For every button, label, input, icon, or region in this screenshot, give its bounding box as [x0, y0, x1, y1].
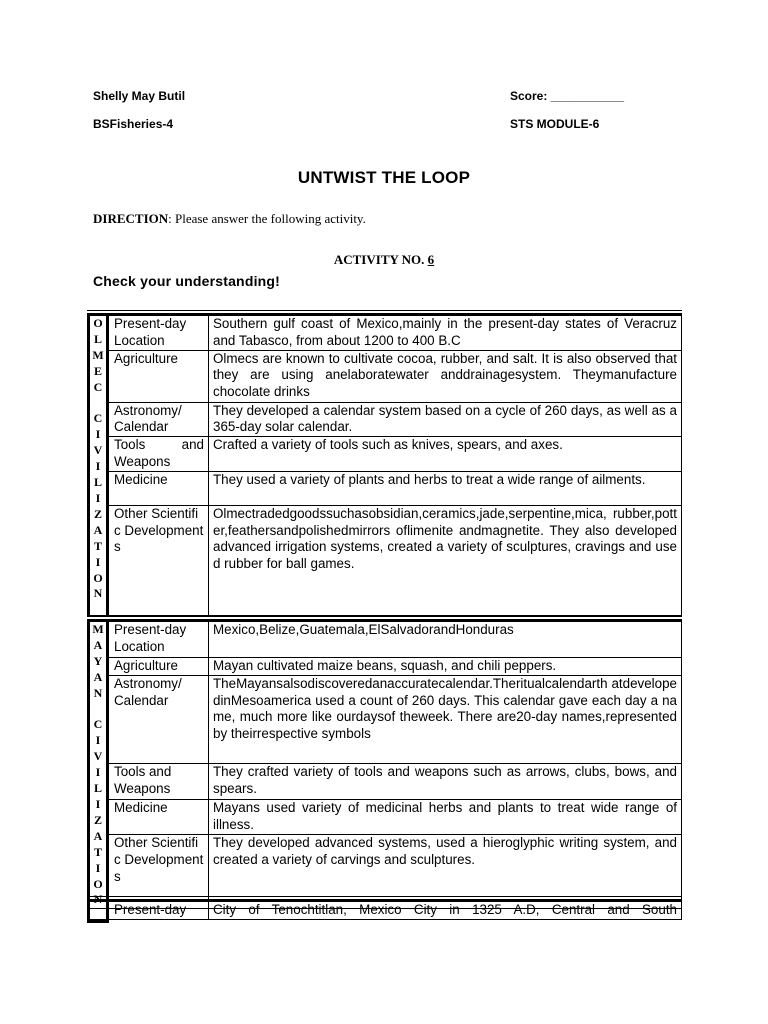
- side-letter: [90, 396, 106, 412]
- side-letter: I: [95, 860, 101, 875]
- olmec-attr-tools: Tools and Weapons: [108, 437, 209, 472]
- mayan-table: [87, 619, 682, 909]
- table-row: [89, 621, 682, 658]
- side-letter: A: [93, 669, 103, 684]
- olmec-desc-other: Olmectradedgoodssuchasobsidian,ceramics,jade,serpentine,mica, rubber,potter,feathersandpolishedmirrors oflimenite andmagnetite. They also developed advanced irrigation systems, created a variety of sculptures, cravings and used rubber for ball games.: [209, 505, 682, 615]
- mayan-attr-astronomy: Astronomy/ Calendar: [108, 675, 209, 763]
- direction-line: [93, 211, 366, 227]
- side-letter: A: [93, 637, 103, 652]
- mayan-attr-other: Other Scientific Developments: [108, 835, 209, 909]
- olmec-table: [87, 313, 682, 616]
- olmec-desc-agriculture: Olmecs are known to cultivate cocoa, rubber, and salt. It is also observed that they are using anelaboratewater anddrainagesystem. Theymanufacture chocolate drinks: [209, 350, 682, 402]
- side-letter: I: [95, 490, 101, 505]
- side-letter: T: [93, 844, 102, 859]
- activity-label: ACTIVITY NO.: [333, 252, 428, 267]
- side-letter: L: [93, 781, 102, 796]
- next-desc-location: City of Tenochtitlan, Mexico City in 1325 A.D, Central and South: [209, 901, 682, 920]
- table-row: [89, 835, 682, 909]
- side-letter: I: [95, 733, 101, 748]
- table-row: [89, 505, 682, 615]
- mayan-attr-tools: Tools and Weapons: [108, 764, 209, 800]
- side-letter: Y: [93, 653, 103, 668]
- side-letter: N: [93, 892, 103, 907]
- side-letter: C: [93, 411, 103, 426]
- next-table-top-rule: [87, 896, 682, 897]
- page-title: UNTWIST THE LOOP: [297, 168, 471, 187]
- side-letter: Z: [93, 506, 102, 521]
- olmec-table-top-rule: [87, 310, 682, 311]
- next-civilization-table: [87, 899, 682, 920]
- side-letter: N: [93, 586, 103, 601]
- table-row: [89, 764, 682, 800]
- mayan-attr-agriculture: Agriculture: [108, 657, 209, 675]
- side-letter: M: [92, 622, 104, 636]
- check-understanding-heading: Check your understanding!: [93, 273, 281, 289]
- mayan-desc-medicine: Mayans used variety of medicinal herbs and plants to treat wide range of illness.: [209, 799, 682, 835]
- olmec-side-label: [89, 315, 108, 616]
- olmec-attr-location: Present-day Location: [108, 315, 209, 351]
- side-letter: M: [92, 347, 104, 362]
- side-letter: A: [93, 522, 103, 537]
- mayan-desc-agriculture: Mayan cultivated maize beans, squash, and chili peppers.: [209, 657, 682, 675]
- table-row: [89, 675, 682, 763]
- mayan-desc-location: Mexico,Belize,Guatemala,ElSalvadorandHonduras: [209, 621, 682, 658]
- table-edge-bar: [87, 920, 109, 923]
- table-row: [89, 901, 682, 920]
- olmec-attr-other: Other Scientific Developments: [108, 505, 209, 615]
- olmec-desc-location: Southern gulf coast of Mexico,mainly in the present-day states of Veracruz and Tabasco, from about 1200 to 400 B.C: [209, 315, 682, 351]
- next-attr-location: Present-day: [108, 901, 209, 920]
- side-letter: [90, 702, 106, 718]
- side-letter: E: [93, 363, 102, 378]
- mayan-desc-tools: They crafted variety of tools and weapons such as arrows, clubs, bows, and spears.: [209, 764, 682, 800]
- olmec-attr-astronomy: Astronomy/ Calendar: [108, 402, 209, 437]
- side-letter: O: [93, 570, 103, 585]
- side-letter: C: [93, 379, 103, 394]
- table-row: [89, 315, 682, 351]
- table-row: [89, 402, 682, 437]
- score-line: Score: ___________: [510, 89, 625, 103]
- mayan-desc-other: They developed advanced systems, used a hieroglyphic writing system, and created a variety of carvings and sculptures.: [209, 835, 682, 909]
- student-course: BSFisheries-4: [93, 117, 174, 131]
- side-letter: Z: [93, 812, 102, 827]
- table-row: [89, 799, 682, 835]
- olmec-desc-medicine: They used a variety of plants and herbs to treat a wide range of ailments.: [209, 471, 682, 505]
- side-letter: V: [93, 443, 103, 458]
- side-letter: O: [93, 876, 103, 891]
- side-letter: A: [93, 828, 103, 843]
- side-letter: L: [93, 475, 102, 490]
- direction-text: : Please answer the following activity.: [168, 211, 366, 226]
- olmec-attr-medicine: Medicine: [108, 471, 209, 505]
- side-letter: N: [93, 685, 103, 700]
- olmec-desc-astronomy: They developed a calendar system based on a cycle of 260 days, as well as a 365-day solar calendar.: [209, 402, 682, 437]
- mayan-table-top-rule: [87, 616, 682, 617]
- side-letter: L: [93, 331, 102, 346]
- side-letter: I: [95, 459, 101, 474]
- table-row: [89, 350, 682, 402]
- olmec-attr-agriculture: Agriculture: [108, 350, 209, 402]
- activity-number: 6: [427, 252, 435, 267]
- mayan-desc-astronomy: TheMayansalsodiscoveredanaccuratecalendar.Theritualcalendarth atdevelopedinMesoamerica used a count of 260 days. This calendar gave each day a name, much more like ourdaysof theweek. There are20-day names,representedby theirrespective symbols: [209, 675, 682, 763]
- side-letter: C: [93, 717, 103, 732]
- side-letter: I: [95, 796, 101, 811]
- side-letter: I: [95, 554, 101, 569]
- direction-label: DIRECTION: [93, 211, 169, 226]
- mayan-attr-medicine: Medicine: [108, 799, 209, 835]
- module-label: STS MODULE-6: [510, 117, 600, 131]
- side-letter: I: [95, 427, 101, 442]
- side-letter: I: [95, 765, 101, 780]
- table-row: [89, 657, 682, 675]
- table-row: [89, 437, 682, 472]
- side-letter: T: [93, 538, 102, 553]
- student-name: Shelly May Butil: [93, 89, 186, 103]
- activity-heading: [0, 252, 768, 268]
- mayan-side-label: [89, 621, 108, 909]
- next-side-label: [89, 901, 108, 920]
- mayan-attr-location: Present-day Location: [108, 621, 209, 658]
- side-letter: O: [93, 316, 103, 330]
- table-row: [89, 471, 682, 505]
- side-letter: V: [93, 749, 103, 764]
- olmec-desc-tools: Crafted a variety of tools such as knives, spears, and axes.: [209, 437, 682, 472]
